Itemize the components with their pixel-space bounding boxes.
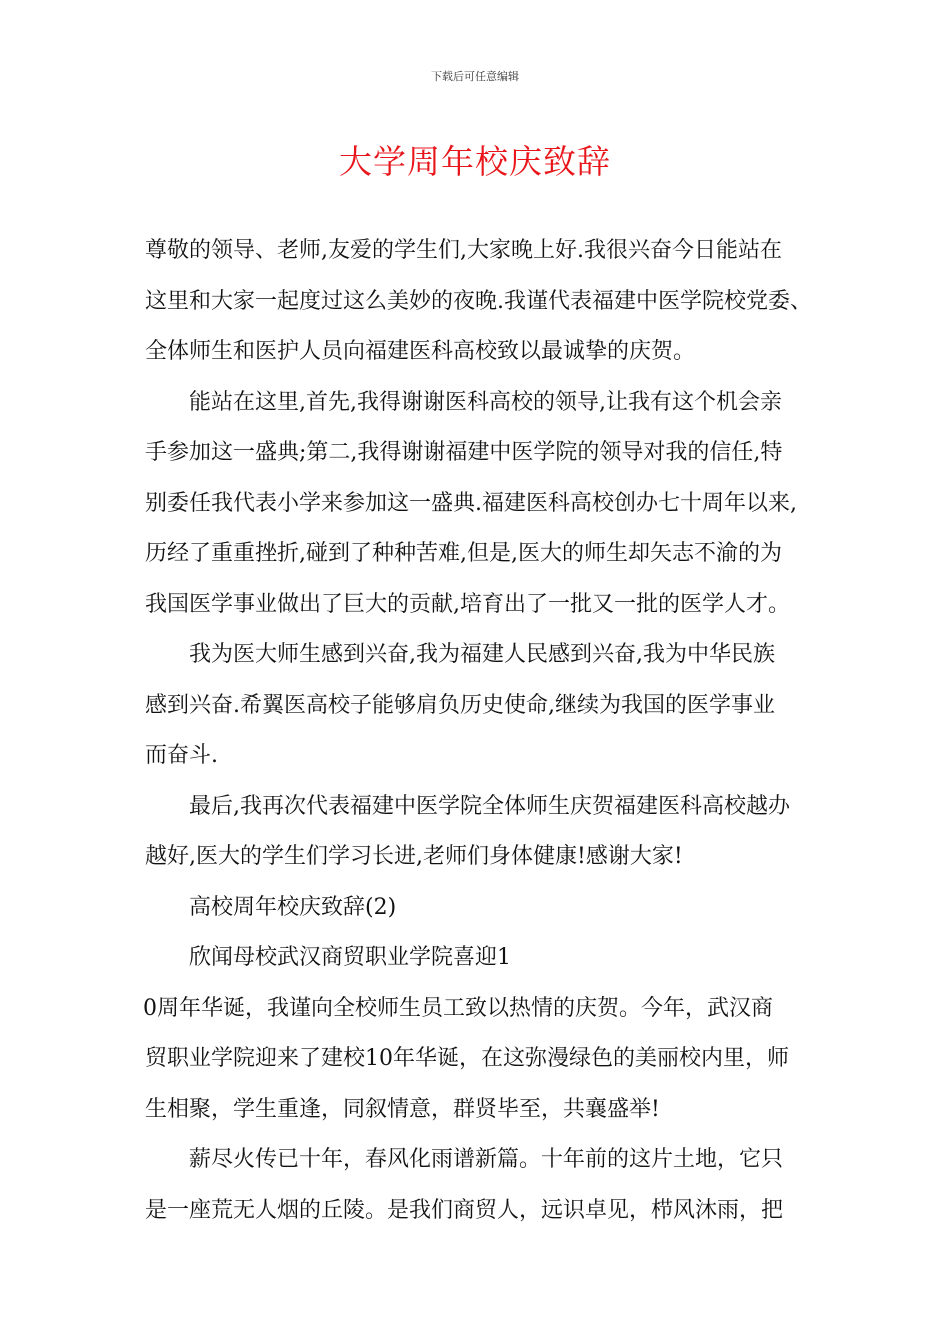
text-line: 生相聚，学生重逢，同叙情意，群贤毕至，共襄盛举! — [145, 1096, 660, 1122]
text-line: 0周年华诞，我谨向全校师生员工致以热情的庆贺。今年，武汉商 — [143, 995, 773, 1021]
text-line: 感到兴奋.希翼医高校子能够肩负历史使命,继续为我国的医学事业 — [145, 692, 775, 718]
text-line: 我国医学事业做出了巨大的贡献,培育出了一批又一批的医学人才。 — [145, 591, 790, 617]
document-body — [145, 226, 810, 1236]
text-line: 高校周年校庆致辞(2) — [189, 894, 397, 920]
text-line: 薪尽火传已十年，春风化雨谱新篇。十年前的这片土地，它只 — [189, 1147, 784, 1172]
text-line: 是一座荒无人烟的丘陵。是我们商贸人，远识卓见，栉风沐雨，把 — [145, 1197, 784, 1223]
text-line: 最后,我再次代表福建中医学院全体师生庆贺福建医科高校越办 — [189, 793, 790, 819]
paragraph-pride — [145, 630, 810, 782]
header-note: 下载后可任意编辑 — [431, 70, 519, 83]
text-line: 全体师生和医护人员向福建医科高校致以最诚挚的庆贺。 — [145, 339, 696, 364]
paragraph-anniversary — [145, 984, 810, 1136]
text-line: 尊敬的领导、老师,友爱的学生们,大家晚上好.我很兴奋今日能站在 — [145, 238, 782, 263]
text-line: 这里和大家一起度过这么美妙的夜晚.我谨代表福建中医学院校党委、 — [145, 288, 812, 314]
text-line: 手参加这一盛典;第二,我得谢谢福建中医学院的领导对我的信任,特 — [145, 440, 783, 465]
section-heading — [145, 883, 810, 934]
paragraph-history — [145, 1135, 810, 1236]
text-line: 贸职业学院迎来了建校10年华诞，在这弥漫绿色的美丽校内里，师 — [145, 1046, 789, 1071]
text-line: 别委任我代表小学来参加这一盛典.福建医科高校创办七十周年以来, — [145, 490, 797, 516]
text-line: 越好,医大的学生们学习长进,老师们身体健康!感谢大家! — [145, 844, 683, 869]
document-title: 大学周年校庆致辞 — [339, 142, 611, 181]
paragraph-intro — [145, 933, 810, 984]
text-line: 而奋斗. — [145, 743, 218, 768]
paragraph-closing — [145, 782, 810, 883]
text-line: 历经了重重挫折,碰到了种种苦难,但是,医大的师生却矢志不渝的为 — [145, 541, 782, 566]
text-line: 能站在这里,首先,我得谢谢医科高校的领导,让我有这个机会亲 — [189, 389, 782, 415]
paragraph-thanks — [145, 378, 810, 631]
text-line: 欣闻母校武汉商贸职业学院喜迎1 — [189, 945, 511, 970]
text-line: 我为医大师生感到兴奋,我为福建人民感到兴奋,我为中华民族 — [189, 642, 775, 667]
paragraph-greeting — [145, 226, 810, 378]
